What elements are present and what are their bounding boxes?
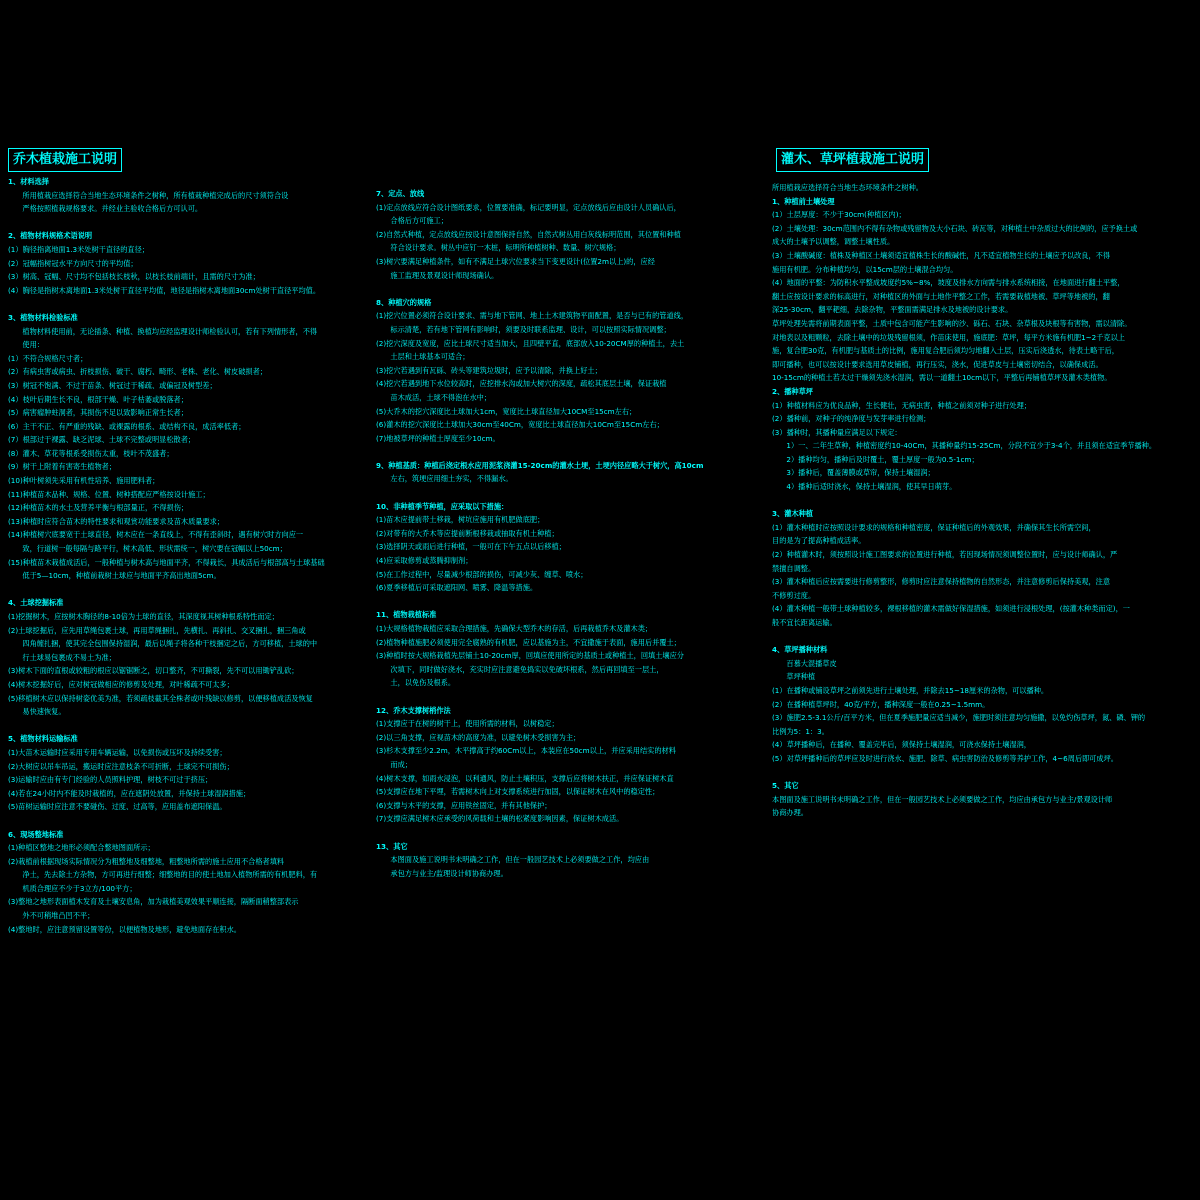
text-line: (4)挖穴若遇到地下水位较高时，应挖排水沟或加大树穴的深度，疏松其底层土壤，保证栽植 <box>376 379 667 389</box>
blank-line <box>8 297 360 311</box>
text-line: 1）一、二年生草种，种植密度约10-40Cm，其播种量约15-25Cm，分段不宜少于3-4个，并且须在适宜季节播种。 <box>772 441 1157 451</box>
text-line: (1)定点放线应符合设计图纸要求，位置要准确，标记要明显，定点放线后应由设计人员确认后， <box>376 202 681 212</box>
section-heading: 4、草坪播种材料 <box>772 645 828 655</box>
shrub-lawn-instructions-column <box>772 181 1192 820</box>
blank-line <box>772 630 1192 644</box>
text-line: (3)运输时应由有专门经验的人员照料护理，树枝不可过于挤压； <box>8 775 213 785</box>
text-line: 土，以免伤及根系。 <box>376 678 456 688</box>
text-line: (3）树高、冠幅、尺寸均不包括枝长枝秋，以枝长枝前端计，且需的尺寸为准； <box>8 272 260 282</box>
right-section-title: 灌木、草坪植栽施工说明 <box>776 148 929 172</box>
text-line: (3)树木下面的直根或较粗的根应以锯锯断之，切口整齐，不可撕裂，先不可以用锄铲乱砍； <box>8 666 299 676</box>
text-line: 不修剪过度。 <box>772 590 816 600</box>
text-line: 机质合理应不少于3立方/100平方； <box>8 883 137 893</box>
text-line: (2)挖穴深度及宽度，应比土球尺寸适当加大，且四壁平直，底部放入10-20CM厚的种植土，去土 <box>376 338 685 348</box>
text-line: (3）土壤酸碱度：植株及种植区土壤须适宜植株生长的酸碱性，凡不适宜植物生长的土壤应予以改良，不得 <box>772 250 1111 260</box>
text-line: (1)支撑应于在树的树干上，使用所需的材料，以树稳定； <box>376 719 559 729</box>
text-line: (1）在播种或铺设草坪之前须先进行土壤处理，并除去15~18厘米的杂物，可以播种。 <box>772 685 1049 695</box>
section-heading: 12、乔木支撑树梢作法 <box>376 705 451 715</box>
section-heading: 6、现场整地标准 <box>8 829 64 839</box>
section-heading: 9、种植基质：种植后浇定根水应用泥浆浇灌15-20cm的灌水土埂，土埂内径应略大于树穴，高10cm <box>376 460 704 470</box>
text-line: 外不可稍堆凸凹不平； <box>8 911 95 921</box>
text-line: 左右，筑埂应用细土夯实，不得漏水。 <box>376 474 513 484</box>
section-heading: 2、植物材料规格术语说明 <box>8 231 93 241</box>
text-line: (4)若在24小时内不能及时栽植的，应在遮阴处放置，并保持土球湿润措施； <box>8 788 251 798</box>
text-line: (4）枝叶后期生长不良，根部干燥、叶子枯萎或脱落者； <box>8 394 188 404</box>
text-line: 4）播种后适时浇水，保持土壤湿润，使其早日萌芽。 <box>772 482 957 492</box>
section-heading: 8、种植穴的规格 <box>376 297 432 307</box>
blank-line <box>8 814 360 828</box>
text-line: (1）不符合规格尺寸者； <box>8 353 88 363</box>
text-line: (15)种植苗木栽植成活后，一般种植与树木高与地面平齐，不得栽长，具成活后与根部高与土球基础 <box>8 557 325 567</box>
text-line: (3)树穴要满足种植条件，如有不满足土球穴位要求当下变更设计(位置2m以上)的，应经 <box>376 256 655 266</box>
text-line: (2）在播种植草坪时，40克/平方，播种深度一般在0.25~1.5mm。 <box>772 699 990 709</box>
text-line: (2）播种前，对种子的纯净度与发芽率进行检测； <box>772 414 931 424</box>
text-line: 符合设计要求。树丛中应钉一木桩，标明所种植树种、数量、树穴规格； <box>376 243 621 253</box>
text-line: 承包方与业主/监理设计师协商办理。 <box>376 868 508 878</box>
text-line: 3）播种后，覆盖薄膜或草帘，保持土壤湿润； <box>772 468 935 478</box>
text-line: (2)土球挖掘后，应先用草绳包裹土球，再用草绳捆扎，先横扎、再斜扎、交叉捆扎，捆三角或 <box>8 625 306 635</box>
section-heading: 13、其它 <box>376 841 408 851</box>
text-line: (2)对带有的大乔木等应提前断根移栽或抽取有机土种植； <box>376 528 559 538</box>
text-line: (1）种植材料应为优良品种，生长健壮，无病虫害，种植之前须对种子进行处理； <box>772 400 1031 410</box>
text-line: 而成； <box>376 759 412 769</box>
text-line: 严格按照植栽规格要求。并经业主验收合格后方可认可。 <box>8 204 203 214</box>
text-line: 翻土应按设计要求的标高进行，对种植区的外面与土地作平整之工作，若需要栽植地被、草坪等地被的，翻 <box>772 291 1110 301</box>
text-line: 本图面及施工说明书未明确之工作，但在一般园艺技术上必须要做之工作，均应由 <box>376 855 650 865</box>
text-line: 般不宜长距离运输。 <box>772 618 837 627</box>
text-line: (6)支撑与木平的支撑，应用铁丝固定，并有其他保护； <box>376 800 552 810</box>
text-line: (5)苗树运输时应注意不要碰伤、过度、过高等，应用盖布遮阳保温。 <box>8 802 227 812</box>
text-line: (4）灌木种植一般带土球种植较多，裸根移植的灌木需做好保湿措施，如须进行浸根处理，(按灌木种类而定)，一 <box>772 604 1130 614</box>
text-line: 10-15cm的种植土若太过干燥须先浇水湿润，需以一道翻土10cm以下，平整后再铺植草坪及灌木类植物。 <box>772 373 1112 383</box>
text-line: (3）施肥2.5-3.1公斤/百平方米，但在夏季施肥量应适当减少，施肥时须注意均匀施撒，以免灼伤草坪，氮、磷、钾的 <box>772 713 1146 723</box>
text-line: (5)移植树木应以保持树姿优美为准，若须疏枝截其全株者或叶残缺以修剪，以便移植成活及恢复 <box>8 693 313 703</box>
text-line: 施，复合肥30克，有机肥与基质土的比例，施用复合肥后须均匀地翻入土层，压实后浇透水，待表土略干后， <box>772 346 1119 356</box>
text-line: 合格后方可施工； <box>376 216 448 226</box>
text-line: (4）草坪播种后，在播种、覆盖完毕后，须保持土壤湿润，可浇水保持土壤湿润， <box>772 740 1031 750</box>
section-heading: 11、植物栽植标准 <box>376 610 437 620</box>
text-line: (12)种植苗木的水土及营养平衡与根部量正，不得损伤； <box>8 503 189 513</box>
text-line: (7）根部过于裸露、缺乏泥球、土球不完整或明显松散者； <box>8 435 196 445</box>
text-line: (6)夏季移植后可采取遮阳网、喷雾、降温等措施。 <box>376 583 538 593</box>
text-line: (2）种植灌木时，须按照设计施工图要求的位置进行种植，若因现场情况须调整位置时，应与设计师确认，严 <box>772 550 1118 560</box>
text-line: 苗木成活，土球不得泡在水中； <box>376 392 492 402</box>
text-line: (3）灌木种植后应按需要进行修剪整形，修剪时应注意保持植物的自然形态，并注意修剪后保持美观，注意 <box>772 577 1111 587</box>
text-line: (3)挖穴若遇到有瓦砾、砖头等建筑垃圾时，应予以清除，并换上好土； <box>376 365 602 375</box>
section-heading: 2、播种草坪 <box>772 386 813 396</box>
blank-line <box>376 486 736 500</box>
text-line: (8）灌木、草花等根系受损伤太重，枝叶不茂盛者； <box>8 448 174 458</box>
text-line: (2）有病虫害或病虫、折枝损伤、破干、腐朽、畸形、老株、老化、树皮破损者； <box>8 367 267 377</box>
text-line: 土层和土球基本可适合； <box>376 352 470 362</box>
text-line: 致，行道树一般每隔与路平行，树木高低、形状需统一，树穴要在冠幅以上50cm； <box>8 544 287 554</box>
text-line: (1)种植区整地之地形必须配合整地图面所示； <box>8 843 155 853</box>
text-line: (1)苗木应提前带土移栽，树坑应施用有机肥做底肥； <box>376 515 545 525</box>
text-line: (4)树木支撑，如雨水浸泡，以利通风，防止土壤积压，支撑后应将树木扶正，并应保证树木直 <box>376 773 674 783</box>
text-line: (6）主干不正、有严重的残缺、或裸露的根系、或结构不良，成活率低者； <box>8 421 246 431</box>
section-heading: 10、非种植季节种植，应采取以下措施： <box>376 501 509 511</box>
text-line: (3）树冠不饱满、不过于苗条、树冠过于稀疏、或偏冠及树型差； <box>8 380 217 390</box>
text-line: (7)地被草坪的种植土厚度至少10cm。 <box>376 433 500 443</box>
blank-line <box>376 282 736 296</box>
text-line: 深25-30cm，翻平耙细，去除杂物，平整面需满足排水及地被的设计要求。 <box>772 305 1013 315</box>
text-line: 净土，先去除土方杂物，方可再进行细整；细整地的目的使土地加入植物所需的有机肥料，有 <box>8 870 318 880</box>
blank-line <box>376 690 736 704</box>
tree-planting-instructions-column-2 <box>376 187 736 880</box>
text-line: 禁擅自调整。 <box>772 563 816 573</box>
text-line: 所用植栽应选择符合当地生态环境条件之树种，所有植栽种植完成后的尺寸须符合设 <box>8 190 289 200</box>
text-line: (5）病害瘤肿蛀洞者，其损伤不足以致影响正常生长者； <box>8 408 188 418</box>
section-heading: 1、种植前土壤处理 <box>772 196 835 206</box>
text-line: 植物材料使用前，无论插条、种植、换植均应经监理设计师检验认可，若有下列情形者，不得 <box>8 326 318 336</box>
text-line: (1）灌木种植时应按照设计要求的规格和种植密度，保证种植后的外观效果，并确保其生长所需空间， <box>772 522 1096 532</box>
text-line: 草坪处理先需将前期表面平整，土质中包含可能产生影响的沙、砾石、石块、杂草根及块根等有害物，需以清除。 <box>772 318 1132 328</box>
text-line: (3）播种时，其播种量应满足以下规定： <box>772 427 902 437</box>
text-line: (7)支撑应满足树木应承受的风荷载和土壤的松紧度影响因素，保证树木成活。 <box>376 814 624 824</box>
text-line: (2)栽植前根据现场实际情况分为粗整地及细整地，粗整地所需的施土应用不合格者填料 <box>8 856 285 866</box>
text-line: (5)在工作过程中，尽量减少根部的损伤，可减少灰、缠草、喷水； <box>376 569 588 579</box>
text-line: (3)杉木支撑至少2.2m，木平撑高于约60Cm以上，本装应在50cm以上，并应采用结实的材料 <box>376 746 676 756</box>
text-line: (2）土壤处理：30cm范围内不得有杂物或残留物及大小石块、砖瓦等，对种植土中杂质过大的比例的，应予换土或 <box>772 223 1138 233</box>
text-line: (5)大乔木的挖穴深度比土球加大1cm，宽度比土球直径加大10CM至15cm左右； <box>376 406 637 416</box>
left-section-title: 乔木植栽施工说明 <box>8 148 122 172</box>
text-line: (2)自然式种植，定点放线应按设计意图保持自然，自然式树丛用白灰线标明范围，其位置和种植 <box>376 229 681 239</box>
text-line: 草坪种植 <box>772 672 816 682</box>
blank-line <box>376 445 736 459</box>
blank-line <box>376 826 736 840</box>
text-line: (4）地面的平整：为防积水平整成坡度约5%~8%，坡度及排水方向需与排水系统相接，在地面进行翻土平整， <box>772 278 1125 288</box>
text-line: 比例为5：1：3。 <box>772 726 829 736</box>
text-line: 成大的土壤予以调整，调整土壤性质。 <box>772 237 895 247</box>
text-line: (2）冠幅指树冠水平方向尺寸的平均值； <box>8 258 138 268</box>
text-line: 协商办理。 <box>772 808 808 818</box>
text-line: (2)大树应以吊车吊运，搬运时应注意枝条不可折断，土球完不可损伤； <box>8 761 234 771</box>
text-line: (14)种植树穴底要宽于土球直径，树木应在一条直线上，不得有歪斜时，遇有树穴时方向应一 <box>8 530 304 540</box>
text-line: 所用植栽应选择符合当地生态环境条件之树种。 <box>772 183 923 192</box>
text-line: (1)挖穴位置必须符合设计要求、需与地下管网、地上土木建筑物平面配置，是否与已有的管道线， <box>376 311 689 321</box>
text-line: 标示清楚，若有地下管网有影响时，须要及时联系监理、设计，可以按照实际情况调整； <box>376 324 671 334</box>
text-line: (6)灌木的挖穴深度比土球加大30cm至40Cm，宽度比土球直径加大10Cm至15Cm左右； <box>376 420 664 430</box>
text-line: (1)大规格植物栽植应采取合理措施，先确保大型乔木的存活，后再栽植乔木及灌木类； <box>376 624 653 633</box>
section-heading: 4、土球挖掘标准 <box>8 598 64 608</box>
section-heading: 5、其它 <box>772 781 799 791</box>
text-line: 施用有机肥。分布种植均匀，以15cm层的土壤混合均匀。 <box>772 264 958 274</box>
text-line: (2)植物种植施肥必须使用完全腐熟的有机肥，应以基施为主，不宜撒施于表面，施用后并覆土； <box>376 637 681 647</box>
tree-planting-instructions-column <box>8 175 360 936</box>
blank-line <box>8 216 360 230</box>
text-line: 行土球易包裹成不易土为准； <box>8 652 116 662</box>
section-heading: 3、植物材料检验标准 <box>8 312 78 322</box>
text-line: 易快速恢复。 <box>8 707 66 717</box>
text-line: 百慕大混播草皮 <box>772 658 837 668</box>
text-line: (3)选择阴天或雨后进行种植，一般可在下午五点以后移植； <box>376 542 566 552</box>
text-line: 本图面及施工说明书未明确之工作，但在一般园艺技术上必须要做之工作，均应由承包方与业主/景观设计师 <box>772 794 1113 804</box>
text-line: (1)挖掘树木，应按树木胸径的8-10倍为土球的直径，其深度视其树种根系特性而定； <box>8 612 279 621</box>
text-line: (4)整地时，应注意预留设置等份，以便植物及地形，避免地面存在积水。 <box>8 924 241 934</box>
text-line: 施工监理及景观设计师现场确认。 <box>376 270 499 280</box>
text-line: (1）土层厚度：不少于30cm(种植区内)； <box>772 210 906 220</box>
text-line: 四角缠扎捆，使其完全包围保持湿润，最后以绳子将各种干枝捆定之后，方可移植，土球的中 <box>8 639 318 649</box>
section-heading: 5、植物材料运输标准 <box>8 734 78 744</box>
text-line: (3)种植时按大规格栽植先层铺土10-20cm厚，回填应使用所定的基质土或种植土，回填土壤应分 <box>376 651 684 661</box>
text-line: 即可播种，也可以按设计要求选用草皮铺植，再行压实，浇水，促进草皮与土壤密切结合，以确保成活。 <box>772 359 1103 369</box>
text-line: (1)大苗木运输时应采用专用车辆运输，以免损伤或压坏及持续受害； <box>8 747 227 757</box>
text-line: (4)树木挖掘好后，应对树冠做相应的修剪及处理，对叶稀疏不可太多； <box>8 679 234 689</box>
text-line: (4)应采取修剪或蒸腾抑制剂； <box>376 556 473 566</box>
blank-line <box>8 583 360 597</box>
text-line: 目的是为了提高种植成活率。 <box>772 536 866 546</box>
text-line: (9）树干上附着有害寄生植物者； <box>8 462 117 472</box>
text-line: (11)种植苗木品种、规格、位置、树种搭配应严格按设计施工； <box>8 489 210 499</box>
text-line: 对地表以及粗颗粒，去除土壤中的垃圾残留根须，作苗床使用，施底肥：草坪，每平方米施有机肥1~2千克以上 <box>772 332 1125 342</box>
text-line: (13)种植时应符合苗木的特性要求和观赏功能要求及苗木质量要求； <box>8 516 225 526</box>
text-line: (2)以三角支撑，应视苗木的高度为准，以避免树木受损害为主； <box>376 732 581 742</box>
text-line: (5）对草坪播种后的草坪应及时进行浇水、施肥、除草、病虫害防治及修剪等养护工作，4~6周后即可成坪。 <box>772 753 1118 763</box>
text-line: 2）播种均匀，播种后及时覆土，覆土厚度一般为0.5-1cm； <box>772 454 979 464</box>
text-line: (3)整地之地形表面植木发育及土壤安息角，加为栽植美观效果平顺连接，隔断面稍整部表示 <box>8 897 299 907</box>
blank-line <box>376 595 736 609</box>
section-heading: 7、定点、放线 <box>376 189 425 198</box>
text-line: 低于5—10cm，种植前栽树土球应与地面平齐高出地面5cm。 <box>8 571 221 581</box>
text-line: 次填下，同时做好浇水，充实时应注意避免捣实以免破坏根系，然后再回填至一层土， <box>376 664 664 674</box>
blank-line <box>8 719 360 733</box>
text-line: (5)支撑应在地下平埋，若需树木向上对支撑系统进行加固，以保证树木在风中的稳定性； <box>376 787 660 797</box>
text-line: (10)种叶树须先采用有机性培养、施用肥料者； <box>8 476 160 486</box>
section-heading: 3、灌木种植 <box>772 509 813 519</box>
blank-line <box>772 766 1192 780</box>
text-line: (1）胸径指离地面1.3米处树干直径的直径； <box>8 244 149 254</box>
text-line: 使用： <box>8 340 44 350</box>
text-line: (4）胸径是指树木离地面1.3米处树干直径平均值，地径是指树木离地面30cm处树干直径平均值。 <box>8 285 321 295</box>
blank-line <box>772 494 1192 508</box>
section-heading: 1、材料选择 <box>8 177 49 186</box>
